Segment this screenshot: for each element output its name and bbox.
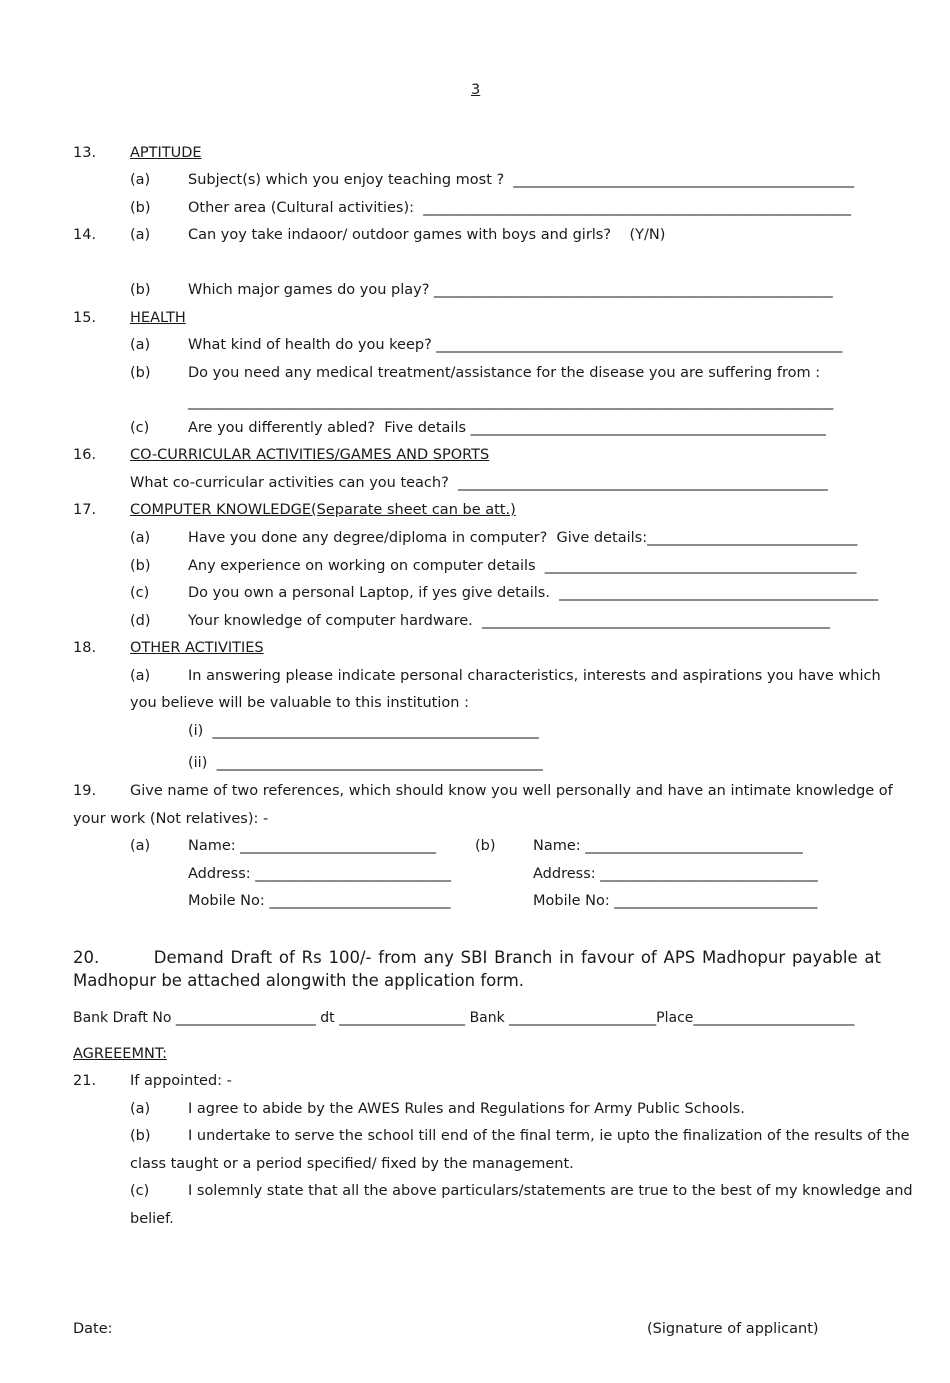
characteristics-field-ii[interactable]: (ii) _____________________________________________ [188, 755, 543, 771]
item-number-13: 13. [73, 145, 97, 161]
agreement-b-text-cont: class taught or a period specified/ fixed by the management. [130, 1156, 574, 1172]
item-number-16: 16. [73, 447, 97, 463]
demand-draft-line2: Madhopur be attached alongwith the application form. [73, 971, 525, 990]
item-label: (a) [130, 1101, 151, 1117]
item-number-17: 17. [73, 502, 97, 518]
section-title-co-curricular: CO-CURRICULAR ACTIVITIES/GAMES AND SPORTS [130, 447, 490, 463]
item-label: (b) [475, 838, 496, 854]
computer-experience-field[interactable]: Any experience on working on computer details ___________________________________________ [188, 558, 857, 574]
item-label: (b) [130, 282, 151, 298]
major-games-field[interactable]: Which major games do you play? _______________________________________________________ [188, 282, 833, 298]
agreement-b-text: I undertake to serve the school till end of the final term, ie upto the finalization of the results of the [188, 1128, 910, 1144]
aptitude-other-area-field[interactable]: Other area (Cultural activities): ___________________________________________________________ [188, 200, 851, 216]
characteristics-field-i[interactable]: (i) _____________________________________________ [188, 723, 539, 739]
medical-treatment-field[interactable]: _________________________________________________________________________________________ [188, 394, 834, 410]
section-title-other-activities: OTHER ACTIVITIES [130, 640, 264, 656]
aptitude-subjects-field[interactable]: Subject(s) which you enjoy teaching most ? _______________________________________________ [188, 172, 855, 188]
item-label: (c) [130, 1183, 150, 1199]
reference-a-address-field[interactable]: Address: ___________________________ [188, 866, 451, 882]
section-title-aptitude: APTITUDE [130, 145, 202, 161]
item-number-15: 15. [73, 310, 97, 326]
demand-draft-text [73, 946, 881, 969]
item-number-14: 14. [73, 227, 97, 243]
item-label: (d) [130, 613, 151, 629]
item-label: (a) [130, 530, 151, 546]
item-label: (a) [130, 668, 151, 684]
item-label: (a) [130, 172, 151, 188]
section-title-agreement: AGREEEMNT: [73, 1046, 167, 1062]
item-label: (a) [130, 337, 151, 353]
item-label: (c) [130, 420, 150, 436]
item-label: (c) [130, 585, 150, 601]
characteristics-question-cont: you believe will be valuable to this institution : [130, 695, 469, 711]
page-number: 3 [471, 82, 481, 98]
reference-a-mobile-field[interactable]: Mobile No: _________________________ [188, 893, 451, 909]
item-number-21: 21. [73, 1073, 97, 1089]
differently-abled-field[interactable]: Are you differently abled? Five details _________________________________________________ [188, 420, 826, 436]
bank-draft-field[interactable]: Bank Draft No ____________________ dt __________________ Bank _____________________Place_______________________ [73, 1010, 855, 1026]
item-label: (a) [130, 227, 151, 243]
section-title-computer-knowledge: COMPUTER KNOWLEDGE(Separate sheet can be att.) [130, 502, 516, 518]
agreement-c-text: I solemnly state that all the above particulars/statements are true to the best of my knowledge and [188, 1183, 913, 1199]
co-curricular-field[interactable]: What co-curricular activities can you teach? ___________________________________________________ [130, 475, 828, 491]
item-label: (a) [130, 838, 151, 854]
demand-draft-line1: Demand Draft of Rs 100/- from any SBI Branch in favour of APS Madhopur payable at [153, 948, 882, 967]
item-number-20: 20. [73, 948, 100, 967]
health-kind-field[interactable]: What kind of health do you keep? ________________________________________________________ [188, 337, 843, 353]
reference-b-name-field[interactable]: Name: ______________________________ [533, 838, 803, 854]
item-label: (b) [130, 558, 151, 574]
signature-label: (Signature of applicant) [647, 1321, 819, 1337]
games-yn-question[interactable]: Can yoy take indaoor/ outdoor games with boys and girls? (Y/N) [188, 227, 666, 243]
date-label: Date: [73, 1321, 113, 1337]
item-label: (b) [130, 1128, 151, 1144]
item-label: (b) [130, 200, 151, 216]
references-question-cont: your work (Not relatives): - [73, 811, 269, 827]
agreement-a-text: I agree to abide by the AWES Rules and Regulations for Army Public Schools. [188, 1101, 745, 1117]
section-title-health: HEALTH [130, 310, 186, 326]
medical-treatment-question: Do you need any medical treatment/assistance for the disease you are suffering from : [188, 365, 821, 381]
item-label: (b) [130, 365, 151, 381]
reference-b-mobile-field[interactable]: Mobile No: ____________________________ [533, 893, 818, 909]
characteristics-question: In answering please indicate personal characteristics, interests and aspirations you have which [188, 668, 881, 684]
laptop-field[interactable]: Do you own a personal Laptop, if yes give details. ____________________________________________ [188, 585, 879, 601]
hardware-knowledge-field[interactable]: Your knowledge of computer hardware. ________________________________________________ [188, 613, 831, 629]
reference-a-name-field[interactable]: Name: ___________________________ [188, 838, 437, 854]
reference-b-address-field[interactable]: Address: ______________________________ [533, 866, 818, 882]
references-question: Give name of two references, which should know you well personally and have an intimate knowledge of [130, 783, 893, 799]
item-number-18: 18. [73, 640, 97, 656]
item-number-19: 19. [73, 783, 97, 799]
computer-degree-field[interactable]: Have you done any degree/diploma in computer? Give details:_____________________________ [188, 530, 858, 546]
agreement-c-text-cont: belief. [130, 1211, 174, 1227]
agreement-intro: If appointed: - [130, 1073, 232, 1089]
